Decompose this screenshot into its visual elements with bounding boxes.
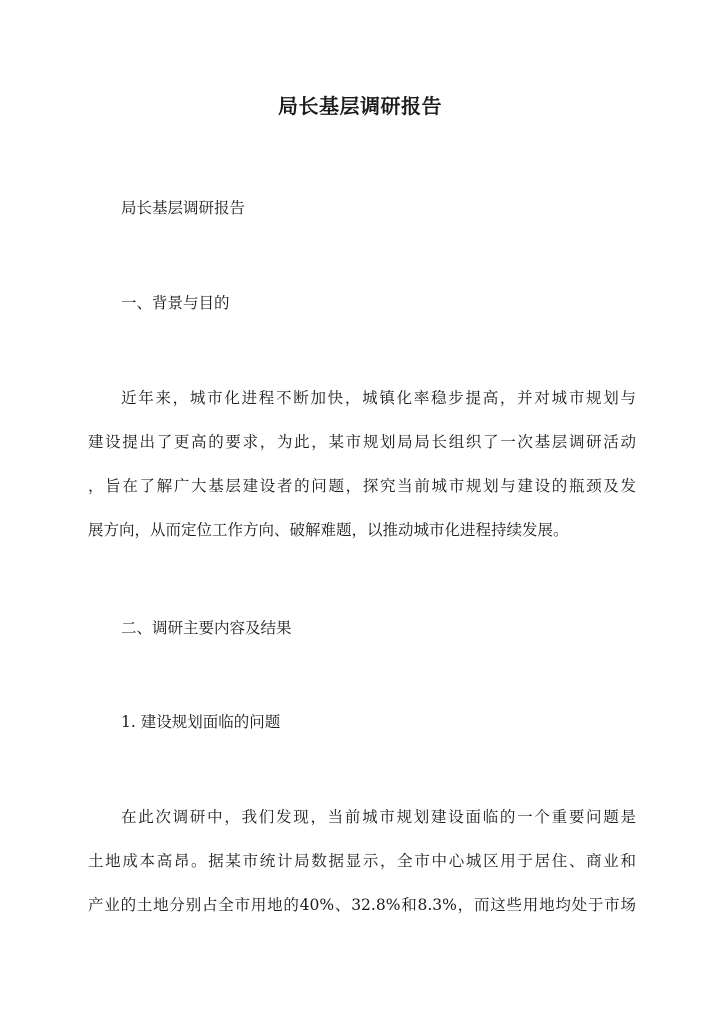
paragraph-line: 在此次调研中，我们发现，当前城市规划建设面临的一个重要问题是 xyxy=(121,808,636,826)
section-heading-research: 二、调研主要内容及结果 xyxy=(121,619,292,637)
document-subtitle: 局长基层调研报告 xyxy=(121,199,246,217)
paragraph-line: 土地成本高昂。据某市统计局数据显示，全市中心城区用于居住、商业和 xyxy=(88,852,636,870)
paragraph-line: 建设提出了更高的要求，为此，某市规划局局长组织了一次基层调研活动 xyxy=(88,433,636,451)
paragraph-line: ，旨在了解广大基层建设者的问题，探究当前城市规划与建设的瓶颈及发 xyxy=(88,477,636,495)
subsection-heading-problems: 1. 建设规划面临的问题 xyxy=(121,713,281,731)
paragraph-line: 近年来，城市化进程不断加快，城镇化率稳步提高，并对城市规划与 xyxy=(121,389,636,407)
section-heading-background: 一、背景与目的 xyxy=(121,294,230,312)
document-title: 局长基层调研报告 xyxy=(278,94,442,118)
paragraph-line: 展方向，从而定位工作方向、破解难题，以推动城市化进程持续发展。 xyxy=(88,521,569,539)
paragraph-line: 产业的土地分别占全市用地的40%、32.8%和8.3%，而这些用地均处于市场 xyxy=(88,896,636,914)
